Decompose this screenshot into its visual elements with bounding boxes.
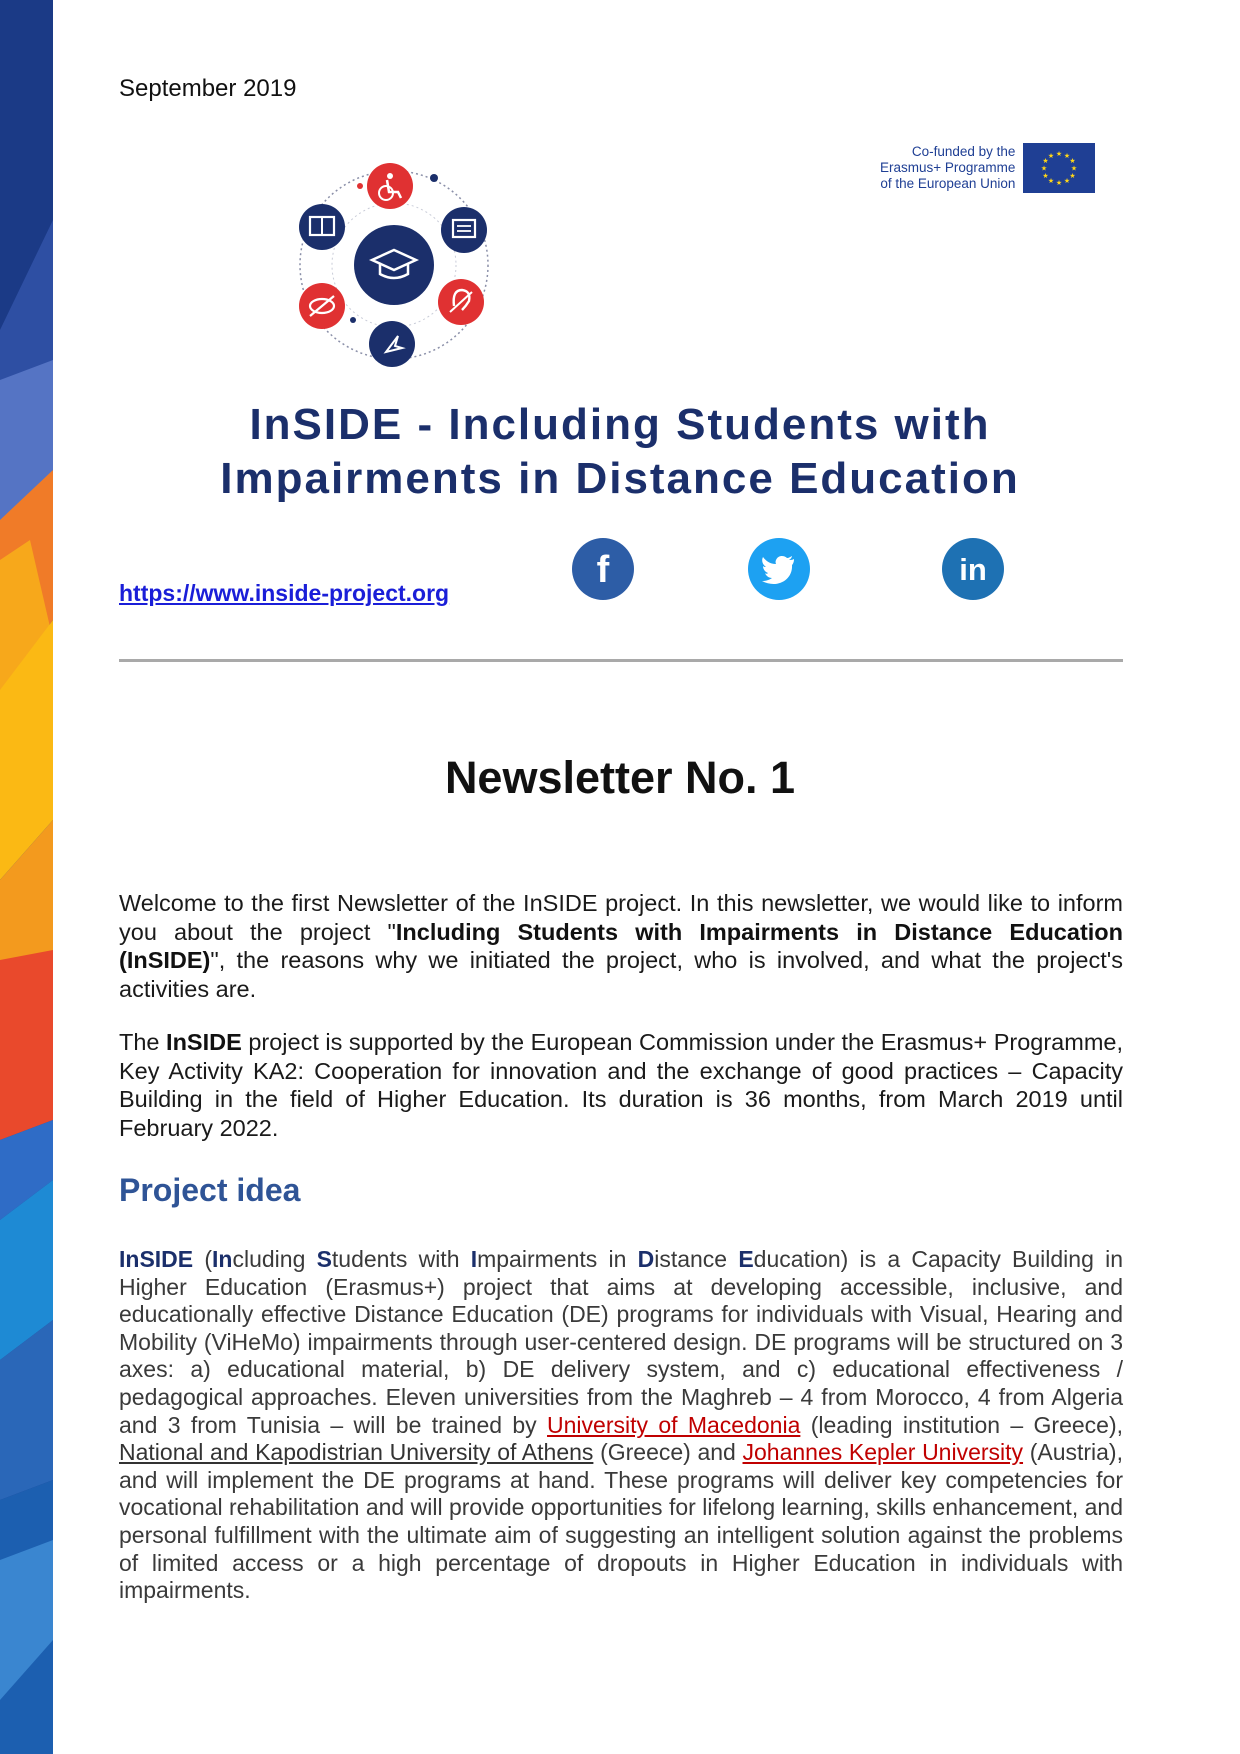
svg-text:★: ★ (1064, 177, 1071, 185)
svg-text:★: ★ (1069, 157, 1077, 165)
website-link[interactable]: https://www.inside-project.org (119, 580, 450, 606)
eu-flag-icon (1023, 143, 1095, 193)
eu-cofunding-text: Co-funded by the Erasmus+ Programme of the European Union (880, 144, 1016, 191)
svg-text:★: ★ (1056, 150, 1063, 158)
link-university-of-macedonia[interactable]: University of Macedonia (547, 1411, 801, 1438)
intro-paragraph-1: Welcome to the first Newsletter of the InSIDE project. In this newsletter, we would like to inform you about the project "Including Students with Impairments in Distance Education (InSIDE)", the reasons why we initiated the project, who is involved, and what the project's activities are. (119, 890, 1124, 1002)
issue-date: September 2019 (119, 75, 297, 102)
svg-text:★: ★ (1048, 177, 1055, 185)
eu-cofunding-badge (880, 143, 1095, 193)
page-title: InSIDE - Including Students with Impairments in Distance Education (220, 400, 1020, 503)
svg-text:★: ★ (1069, 172, 1077, 180)
linkedin-icon[interactable] (941, 537, 1005, 601)
twitter-icon[interactable] (747, 537, 811, 601)
svg-text:in: in (959, 552, 987, 587)
link-johannes-kepler-university[interactable]: Johannes Kepler University (742, 1439, 1024, 1466)
inside-logo-icon (294, 160, 494, 370)
decorative-side-band (0, 0, 53, 1754)
divider (119, 659, 1123, 662)
link-national-kapodistrian-university[interactable]: National and Kapodistrian University of Athens (119, 1439, 594, 1466)
svg-text:★: ★ (1042, 157, 1050, 165)
svg-text:f: f (596, 549, 610, 591)
newsletter-title: Newsletter No. 1 (444, 752, 796, 803)
section-heading-project-idea: Project idea (119, 1172, 301, 1208)
project-idea-paragraph: InSIDE (Including Students with Impairments in Distance Education) is a Capacity Building in Higher Education (Erasmus+) project that aims at developing accessible, inclusive, and educationally effective Distance Education (DE) programs for individuals with Visual, Hearing and Mobility (ViHeMo) impairments through user-centered design. DE programs will be structured on 3 axes: a) educational material, b) DE delivery system, and c) educational effectiveness / pedagogical approaches. Eleven universities from the Maghreb – 4 from Morocco, 4 from Algeria and 3 from Tunisia – will be trained by University of Macedonia (leading institution – Greece), National and Kapodistrian University of Athens (Greece) and Johannes Kepler University (Austria), and will implement the DE programs at hand. These programs will deliver key competencies for vocational rehabilitation and will provide opportunities for lifelong learning, skills enhancement, and personal fulfillment with the ultimate aim of suggesting an intelligent solution against the problems of limited access or a high percentage of dropouts in Higher Education in individuals with impairments. (119, 1246, 1123, 1604)
svg-text:★: ★ (1048, 152, 1055, 160)
svg-text:★: ★ (1071, 164, 1078, 173)
svg-text:★: ★ (1042, 172, 1050, 180)
svg-text:★: ★ (1041, 164, 1048, 173)
svg-text:★: ★ (1056, 179, 1063, 187)
svg-text:★: ★ (1064, 152, 1071, 160)
facebook-icon[interactable] (571, 537, 635, 601)
intro-paragraph-2: The InSIDE project is supported by the European Commission under the Erasmus+ Programme, Key Activity KA2: Cooperation for innovation and the exchange of good practices – Capacity Building in the field of Higher Education. Its duration is 36 months, from March 2019 until February 2022. (119, 1029, 1123, 1141)
